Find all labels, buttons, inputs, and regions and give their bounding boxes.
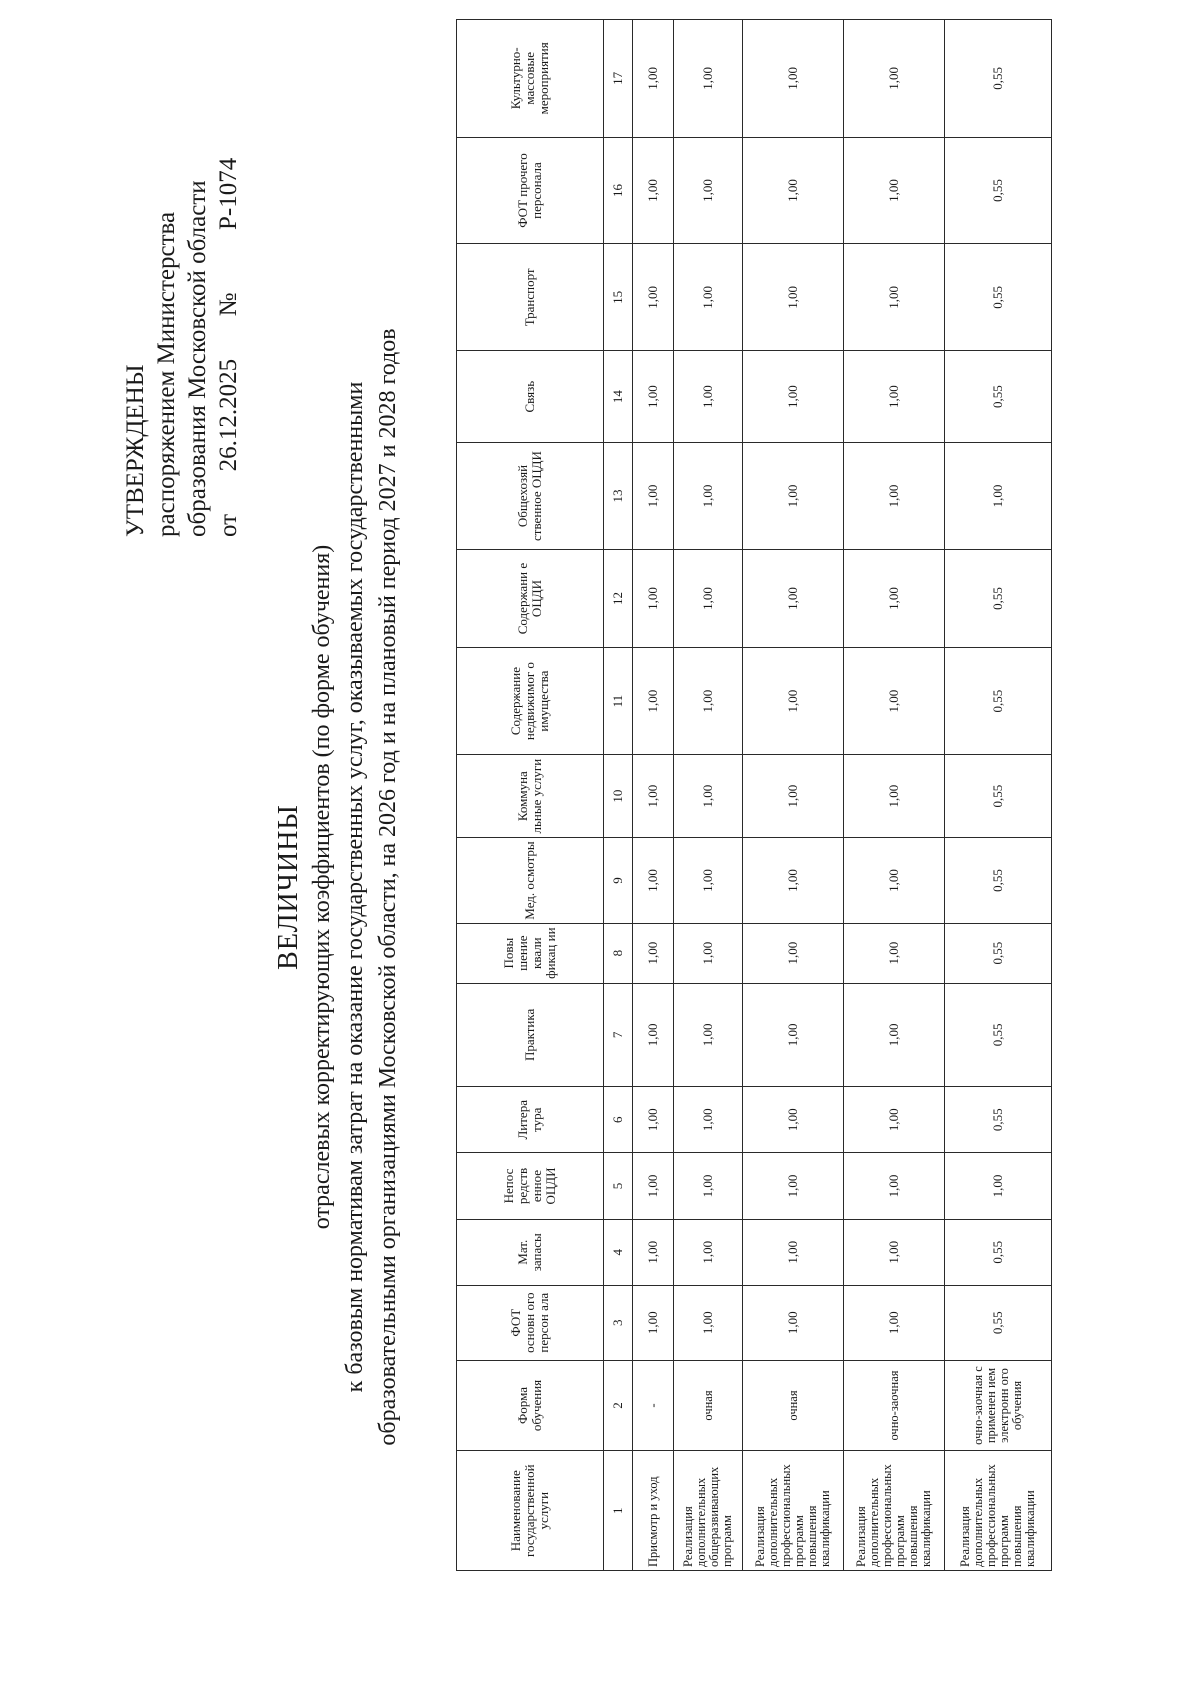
header-cell: ФОТ основн ого персон ала [457,1285,604,1360]
column-number: 1 [604,1451,633,1571]
approval-block [120,158,244,537]
coefficient-cell: 1,00 [633,838,674,923]
column-number: 2 [604,1360,633,1451]
header-cell: Содержание недвижимог о имущества [457,648,604,755]
coefficient-cell: 1,00 [844,244,945,351]
coefficient-cell: 1,00 [633,244,674,351]
coefficient-cell: 0,55 [945,351,1052,443]
coefficient-cell: 1,00 [633,1087,674,1153]
column-number: 12 [604,549,633,647]
coefficient-cell: 1,00 [844,1285,945,1360]
table-row [844,20,945,1571]
coefficient-cell: 1,00 [674,20,743,138]
coefficient-cell: 1,00 [844,983,945,1087]
coefficient-cell: 1,00 [743,351,844,443]
coefficient-cell: 0,55 [945,754,1052,837]
column-number: 9 [604,838,633,923]
approval-line-order [213,158,244,537]
approval-line-region: образования Московской области [184,180,211,537]
coefficient-cell: 1,00 [674,754,743,837]
coefficient-cell: 1,00 [633,648,674,755]
coefficient-cell: 1,00 [674,1153,743,1219]
column-number: 13 [604,443,633,550]
coefficient-cell: 1,00 [674,1219,743,1285]
coefficient-cell: 0,55 [945,983,1052,1087]
table-row [945,20,1052,1571]
coefficient-cell: 1,00 [633,20,674,138]
table-header-row [457,20,604,1571]
coefficient-cell: 0,55 [945,838,1052,923]
coefficient-cell: 1,00 [674,244,743,351]
approval-heading: УТВЕРЖДЕНЫ [122,364,149,537]
header-cell: Практика [457,983,604,1087]
study-form: - [633,1360,674,1451]
header-cell: Мед. осмотры [457,838,604,923]
column-number: 8 [604,923,633,983]
coefficient-cell: 1,00 [674,648,743,755]
coefficient-cell: 1,00 [674,983,743,1087]
coefficient-cell: 1,00 [743,1153,844,1219]
table-row [743,20,844,1571]
coefficient-cell: 1,00 [945,1153,1052,1219]
coefficient-cell: 1,00 [633,549,674,647]
header-cell: ФОТ прочего персонала [457,137,604,244]
column-number: 16 [604,137,633,244]
coefficient-cell: 1,00 [844,20,945,138]
coefficient-cell: 1,00 [844,549,945,647]
header-cell: Непос редств енное ОЦДИ [457,1153,604,1219]
column-number: 10 [604,754,633,837]
coefficient-cell: 0,55 [945,549,1052,647]
column-number: 11 [604,648,633,755]
document-subtitle-line-1: отраслевых корректирующих коэффициентов (по форме обучения) [309,544,335,1230]
coefficient-cell: 0,55 [945,20,1052,138]
column-number: 4 [604,1219,633,1285]
coefficient-cell: 1,00 [743,1219,844,1285]
coefficient-cell: 1,00 [633,137,674,244]
study-form: очно-заочная с применен ием электронн ого обучения [945,1360,1052,1451]
service-name: Реализация дополнительных общеразвивающих программ [674,1451,743,1571]
coefficients-table [456,19,1052,1571]
header-cell: Мат. запасы [457,1219,604,1285]
header-cell: Наименование государственной услуги [457,1451,604,1571]
coefficient-cell: 0,55 [945,244,1052,351]
approval-number: Р-1074 [215,157,242,231]
coefficient-cell: 1,00 [674,549,743,647]
coefficient-cell: 1,00 [633,1153,674,1219]
header-cell: Содержани е ОЦДИ [457,549,604,647]
column-number: 6 [604,1087,633,1153]
document-subtitle-line-3: образовательными организациями Московской области, на 2026 год и на плановый период 2027 и 2028 годов [375,328,401,1446]
coefficient-cell: 1,00 [674,923,743,983]
coefficient-cell: 1,00 [743,983,844,1087]
header-cell: Общехозяй ственное ОЦДИ [457,443,604,550]
coefficient-cell: 1,00 [743,549,844,647]
study-form: очная [743,1360,844,1451]
coefficient-cell: 1,00 [674,351,743,443]
document-subtitle-line-2: к базовым нормативам затрат на оказание государственных услуг, оказываемых государственными [342,381,368,1393]
coefficient-cell: 1,00 [844,838,945,923]
column-number: 5 [604,1153,633,1219]
coefficient-cell: 0,55 [945,137,1052,244]
coefficient-cell: 1,00 [743,443,844,550]
coefficient-cell: 0,55 [945,1285,1052,1360]
coefficient-cell: 1,00 [844,351,945,443]
coefficient-cell: 1,00 [743,137,844,244]
coefficient-cell: 1,00 [844,754,945,837]
coefficient-cell: 1,00 [844,1087,945,1153]
service-name: Реализация дополнительных профессиональных программ повышения квалификации [844,1451,945,1571]
approval-number-sign: № [215,292,242,317]
coefficient-cell: 1,00 [674,1285,743,1360]
coefficient-cell: 1,00 [633,443,674,550]
header-cell: Литера тура [457,1087,604,1153]
table-row [633,20,674,1571]
coefficient-cell: 0,55 [945,1087,1052,1153]
coefficient-cell: 1,00 [674,443,743,550]
service-name: Присмотр и уход [633,1451,674,1571]
coefficient-cell: 0,55 [945,923,1052,983]
document-title: ВЕЛИЧИНЫ [273,804,304,970]
coefficient-cell: 1,00 [633,754,674,837]
coefficient-cell: 1,00 [633,983,674,1087]
study-form: очная [674,1360,743,1451]
column-number: 15 [604,244,633,351]
header-cell: Транспорт [457,244,604,351]
coefficient-cell: 1,00 [633,351,674,443]
coefficient-cell: 1,00 [844,137,945,244]
column-number-row [604,20,633,1571]
header-cell: Культурно-массовые мероприятия [457,20,604,138]
column-number: 17 [604,20,633,138]
coefficient-cell: 1,00 [743,754,844,837]
service-name: Реализация дополнительных профессиональных программ повышения квалификации [743,1451,844,1571]
coefficient-cell: 1,00 [743,1087,844,1153]
header-cell: Повы шение квали фикац ии [457,923,604,983]
table-row [674,20,743,1571]
approval-prefix: от [215,513,242,537]
coefficient-cell: 1,00 [844,648,945,755]
study-form: очно-заочная [844,1360,945,1451]
coefficient-cell: 1,00 [844,923,945,983]
coefficient-cell: 1,00 [674,1087,743,1153]
coefficient-cell: 1,00 [743,1285,844,1360]
header-cell: Коммуна льные услуги [457,754,604,837]
column-number: 14 [604,351,633,443]
service-name: Реализация дополнительных профессиональных программ повышения квалификации [945,1451,1052,1571]
header-cell: Связь [457,351,604,443]
coefficient-cell: 1,00 [743,244,844,351]
coefficient-cell: 1,00 [743,648,844,755]
coefficient-cell: 1,00 [844,1153,945,1219]
coefficient-cell: 1,00 [633,923,674,983]
header-cell: Форма обучения [457,1360,604,1451]
coefficient-cell: 1,00 [844,1219,945,1285]
approval-date: 26.12.2025 [215,358,242,472]
coefficients-table-wrap [456,19,1052,1571]
coefficient-cell: 1,00 [844,443,945,550]
coefficient-cell: 0,55 [945,1219,1052,1285]
coefficient-cell: 1,00 [633,1219,674,1285]
document-title-block [272,257,405,1517]
coefficient-cell: 0,55 [945,648,1052,755]
coefficient-cell: 1,00 [633,1285,674,1360]
coefficient-cell: 1,00 [674,838,743,923]
column-number: 3 [604,1285,633,1360]
coefficient-cell: 1,00 [743,838,844,923]
coefficient-cell: 1,00 [674,137,743,244]
coefficient-cell: 1,00 [945,443,1052,550]
column-number: 7 [604,983,633,1087]
coefficient-cell: 1,00 [743,923,844,983]
approval-line-ministry: распоряжением Министерства [153,211,180,537]
coefficient-cell: 1,00 [743,20,844,138]
